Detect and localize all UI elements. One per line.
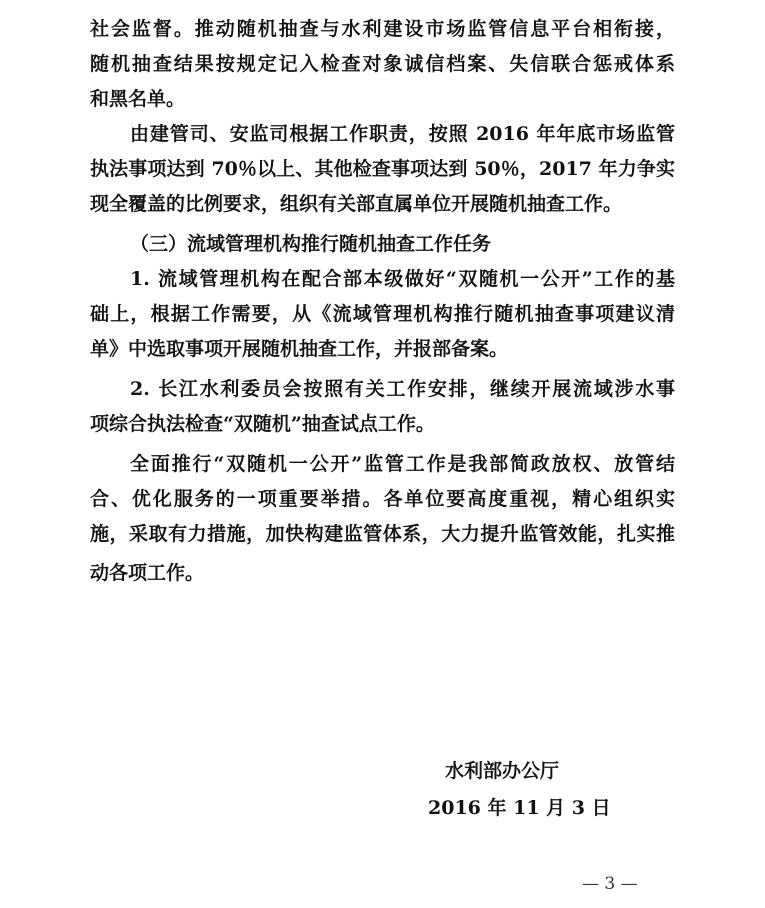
text-line-8: 1. 流域管理机构在配合部本级做好“双随机一公开”工作的基 [130, 268, 675, 290]
text-line-6: 现全覆盖的比例要求，组织有关部直属单位开展随机抽查工作。 [90, 193, 623, 215]
text-line-16: 动各项工作。 [90, 562, 205, 584]
text-line-4: 由建管司、安监司根据工作职责，按照 2016 年年底市场监管 [130, 123, 675, 145]
signature-date: 2016 年 11 月 3 日 [428, 797, 611, 819]
text-line-12: 项综合执法检查“双随机”抽查试点工作。 [90, 413, 435, 435]
page-number: — 3 — [582, 874, 638, 894]
text-line-1: 社会监督。推动随机抽查与水利建设市场监管信息平台相衔接， [90, 18, 675, 40]
text-line-5: 执法事项达到 70％以上、其他检查事项达到 50％，2017 年力争实 [90, 158, 675, 180]
text-line-14: 合、优化服务的一项重要举措。各单位要高度重视，精心组织实 [90, 488, 675, 510]
text-line-2: 随机抽查结果按规定记入检查对象诚信档案、失信联合惩戒体系 [90, 53, 675, 75]
text-line-11: 2. 长江水利委员会按照有关工作安排，继续开展流域涉水事 [130, 378, 675, 400]
signature-org: 水利部办公厅 [445, 760, 560, 782]
text-line-3: 和黑名单。 [90, 88, 186, 110]
text-line-10: 单》中选取事项开展随机抽查工作，并报部备案。 [90, 338, 509, 360]
section-heading: （三）流域管理机构推行随机抽查工作任务 [130, 233, 492, 255]
text-line-9: 础上，根据工作需要，从《流域管理机构推行随机抽查事项建议清 [90, 303, 675, 325]
text-line-13: 全面推行“双随机一公开”监管工作是我部简政放权、放管结 [130, 453, 675, 475]
text-line-15: 施，采取有力措施，加快构建监管体系，大力提升监管效能，扎实推 [90, 523, 675, 545]
